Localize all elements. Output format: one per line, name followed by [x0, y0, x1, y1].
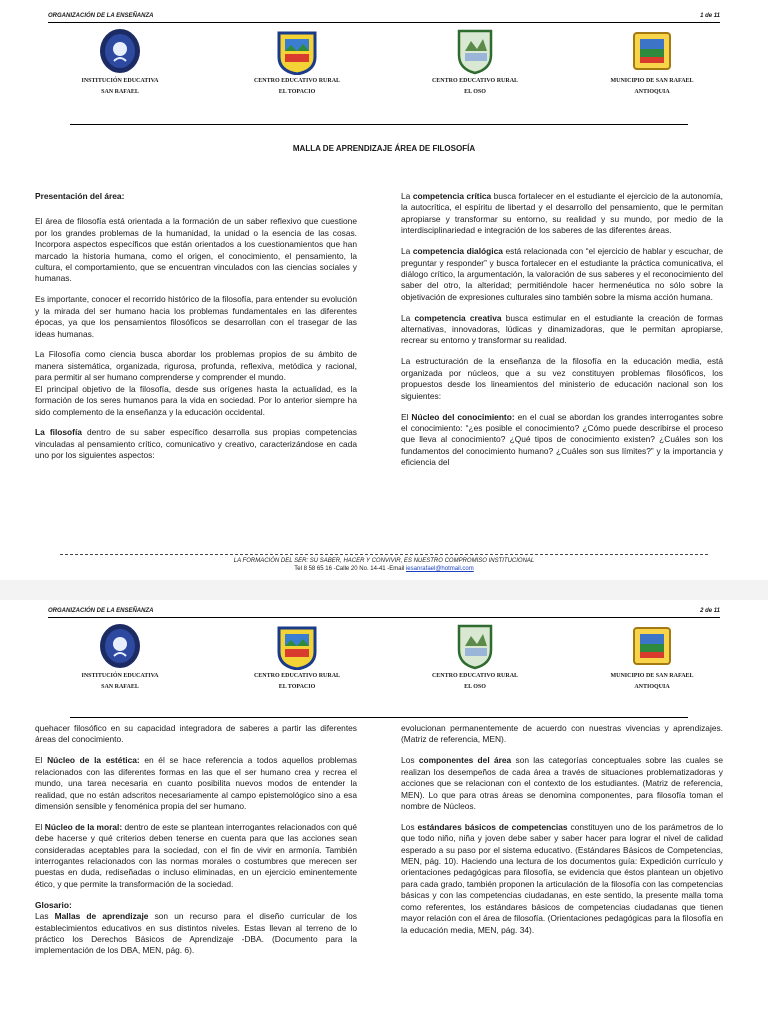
bold-term: Núcleo de la moral:: [44, 821, 123, 832]
paragraph: La estructuración de la enseñanza de la filosofía en la educación media, está organizada por núcleos, que a su vez constituyen problemas filosóficos, los propuestos desde los lineamientos del ministerio de educación nacional son los siguientes:: [401, 356, 723, 401]
logo-caption-place: EL TOPACIO: [278, 684, 316, 690]
footer-contact: Tel 8 58 65 16 -Calle 20 No. 14-41 -Email iesanrafael@hotmail.com: [294, 566, 474, 572]
logo-block-municipio: [582, 622, 722, 692]
logo-caption-name: INSTITUCIÓN EDUCATIVA: [81, 78, 159, 84]
logo-block-el-topacio: [227, 622, 367, 692]
logo-block-san-rafael: [50, 622, 190, 692]
footer-divider: [60, 554, 708, 555]
logo-block-el-topacio: [227, 27, 367, 97]
bold-term: competencia creativa: [414, 312, 502, 323]
paragraph: Los componentes del área son las categorías conceptuales sobre las cuales se realizan los desempeños de cada área a través de situaciones problematizadoras y acciones que se relacionan con el contexto de los estudiantes. (Matriz de referencia, MEN). Lo que para otras áreas se denomina componentes, para filosofía toman el nombre de Núcleos.: [401, 755, 723, 811]
paragraph: La competencia crítica busca fortalecer en el estudiante el ejercicio de la autonomía, la autocrítica, el espíritu de libertad y el desarrollo del pensamiento, que le permitan apropiarse y transformar su entorno, su realidad y su mundo, por medio de la interdisciplinariedad e integración de los saberes de las diferentes áreas.: [401, 191, 723, 236]
bold-term: competencia crítica: [412, 191, 492, 201]
bold-term: estándares básicos de competencias: [417, 821, 568, 832]
logo-caption-name: CENTRO EDUCATIVO RURAL: [431, 673, 519, 679]
email-link[interactable]: iesanrafael@hotmail.com: [405, 566, 474, 572]
paragraph: Las Mallas de aprendizaje son un recurso para el diseño curricular de los establecimientos educativos en sus distintos niveles. Estas llevan al terreno de lo práctico los Derechos Básicos de Aprendizaje -DBA. (Documento para la implementación de los DBA, MEN, pág. 6).: [35, 911, 357, 956]
logo-block-el-oso: [405, 622, 545, 692]
shield-icon: [453, 622, 497, 670]
logo-block-el-oso: [405, 27, 545, 97]
paragraph: La Filosofía como ciencia busca abordar los problemas propios de su ámbito de manera sistemática, organizada, rigurosa, profunda, reflexiva, metódica y racional, para permitir al ser humano comprenderse y comprender el mundo.: [35, 349, 357, 383]
page1-right-column: [401, 191, 723, 478]
header-divider: [70, 717, 688, 718]
shield-icon: [453, 27, 497, 75]
bold-term: La filosofía: [35, 427, 82, 438]
paragraph: El área de filosofía está orientada a la formación de un saber reflexivo que cuestione por los grandes problemas de la humanidad, la unidad o la esencia de las cosas. Incorpora aspectos específicos que están orientados a los cuestionamientos que han marcado la historia humana, como el origen, el conocimiento, el pensamiento, la cultura, el comportamiento, que se encuentran vinculados con las ciencias sociales y humanas.: [35, 216, 357, 284]
org-label: ORGANIZACIÓN DE LA ENSEÑANZA: [48, 13, 154, 19]
paragraph: Es importante, conocer el recorrido histórico de la filosofía, para entender su evolución y la mirada del ser humano hacia los problemas fundamentales en las diferentes épocas, ya que los pensamientos filosóficos se desarrollan con el trasegar de las ideas humanas.: [35, 294, 357, 339]
paragraph: quehacer filosófico en su capacidad integradora de saberes a partir las diferentes áreas del conocimiento.: [35, 723, 357, 745]
page-number: 2 de 11: [700, 608, 720, 614]
logo-block-municipio: [582, 27, 722, 97]
document-title: MALLA DE APRENDIZAJE ÁREA DE FILOSOFÍA: [292, 144, 476, 153]
coat-of-arms-icon: [630, 622, 674, 670]
page-gap: [0, 580, 768, 600]
bold-term: componentes del área: [418, 755, 512, 766]
page-number: 1 de 11: [700, 13, 720, 19]
bold-term: competencia dialógica: [412, 246, 503, 257]
paragraph: El Núcleo de la estética: en él se hace referencia a todos aquellos problemas relacionados con las diferentes formas en las que el ser humano crea y recrea el mundo, una tarea necesaria en cuanto posibilita nuevos modos de entender la realidad, que no están adscritos necesariamente al campo epistemológico sino a esa dimensión sensible y fenoménica propia del ser humano.: [35, 755, 357, 811]
section-heading: Presentación del área:: [35, 191, 125, 201]
header-divider: [70, 124, 688, 125]
paragraph: evolucionan permanentemente de acuerdo con nuestras vivencias y aprendizajes. (Matriz de referencia, MEN).: [401, 723, 723, 745]
paragraph: La competencia creativa busca estimular en el estudiante la creación de formas alternativas, innovadoras, lúdicas y dinamizadoras, que le permitan apropiarse, recrear su entorno y transformar su realidad.: [401, 312, 723, 346]
logo-block-san-rafael: [50, 27, 190, 97]
bold-term: Núcleo del conocimiento:: [411, 411, 515, 422]
crest-icon: [275, 27, 319, 75]
bold-term: Mallas de aprendizaje: [54, 911, 149, 922]
logo-caption-name: CENTRO EDUCATIVO RURAL: [431, 78, 519, 84]
paragraph: El principal objetivo de la filosofía, desde sus orígenes hasta la actualidad, es la formación de los seres humanos para la vida en sociedad. Por lo anterior siempre ha sido complemento de la enseñanza y la educación occidental.: [35, 383, 357, 417]
paragraph: El Núcleo de la moral: dentro de este se plantean interrogantes relacionados con qué debe hacerse y qué criterios deben tenerse en cuenta para que las acciones sean consideradas aceptables para la sociedad, con el fin de vivir en armonía. También interrogantes relacionados con las normas morales o costumbres que merecen ser puestas en duda, rediseñadas o incluso eliminadas, en un ejercicio eminentemente ético, y que permite la transformación de la sociedad.: [35, 821, 357, 889]
logo-caption-name: MUNICIPIO DE SAN RAFAEL: [610, 673, 694, 679]
logo-caption-name: MUNICIPIO DE SAN RAFAEL: [610, 78, 694, 84]
org-label: ORGANIZACIÓN DE LA ENSEÑANZA: [48, 608, 154, 614]
bold-term: Núcleo de la estética:: [47, 755, 140, 766]
logo-caption-name: CENTRO EDUCATIVO RURAL: [253, 673, 341, 679]
page2-right-column: [401, 723, 723, 945]
logo-caption-name: CENTRO EDUCATIVO RURAL: [253, 78, 341, 84]
logo-caption-name: INSTITUCIÓN EDUCATIVA: [81, 673, 159, 679]
paragraph: El Núcleo del conocimiento: en el cual se abordan los grandes interrogantes sobre el conocimiento: “¿es posible el conocimiento? ¿Cómo puede describirse el proceso que lleva al conocimiento? ¿Qué tipos de conocimiento existen? ¿Cuáles son los fundamentos del conocimiento humano? ¿Cuáles son sus límites?” y la importancia y eficiencia del: [401, 411, 723, 468]
paragraph: La competencia dialógica está relacionada con “el ejercicio de hablar y escuchar, de preguntar y responder” y busca fortalecer en el estudiante la práctica comunicativa, el diálogo crítico, la argumentación, la valoración de sus saberes y el reconocimiento del saber del otro, la alteridad; permitiéndole hacer hermenéutica no sólo sobre la objetivación de expresiones culturales sino también sobre la misma acción humana.: [401, 246, 723, 302]
glossary-heading: Glosario:: [35, 899, 72, 910]
logo-caption-place: SAN RAFAEL: [101, 684, 139, 690]
footer-motto: LA FORMACIÓN DEL SER: SU SABER, HACER Y CONVIVIR, ES NUESTRO COMPROMISO INSTITUCIONAL: [233, 558, 535, 564]
crest-icon: [275, 622, 319, 670]
logo-caption-place: EL TOPACIO: [278, 89, 316, 95]
institution-seal-icon: [98, 27, 142, 75]
page-header-bar: [48, 10, 720, 23]
logo-caption-place: ANTIOQUIA: [634, 89, 670, 95]
logo-caption-place: EL OSO: [464, 89, 486, 95]
coat-of-arms-icon: [630, 27, 674, 75]
document-page-2: [0, 600, 768, 1024]
page-header-bar: [48, 605, 720, 618]
logo-caption-place: ANTIOQUIA: [634, 684, 670, 690]
page1-left-column: [35, 191, 357, 471]
logo-caption-place: EL OSO: [464, 684, 486, 690]
page2-left-column: [35, 723, 357, 966]
paragraph: La filosofía dentro de su saber específico desarrolla sus propias competencias vinculadas al pensamiento crítico, comunicativo y creativo, caracterizándose en cada uno por los siguientes aspectos:: [35, 427, 357, 461]
page-footer: [60, 554, 708, 572]
paragraph: Los estándares básicos de competencias constituyen uno de los parámetros de lo que todo niño, niña y joven debe saber y saber hacer para lograr el nivel de calidad esperado a su paso por el sistema educativo. (Estándares Básicos de Competencias, MEN, pág. 10). Haciendo una lectura de los documentos guía: Expedición currículo y orientaciones pedagógicas para filosofía, se evidencia que éstos plantean un objetivo para cada grado, también proponen la articulación de la filosofía con las competencias básicas y con las competencias ciudadanas, en este sentido, la presente malla toma como referentes, los estándares básicos de competencias ciudadanas que tienen mayor relación con el área de filosofía. (Orientaciones pedagógicas para la filosofía en la educación media, MEN, pág. 34).: [401, 821, 723, 935]
institution-seal-icon: [98, 622, 142, 670]
logo-caption-place: SAN RAFAEL: [101, 89, 139, 95]
